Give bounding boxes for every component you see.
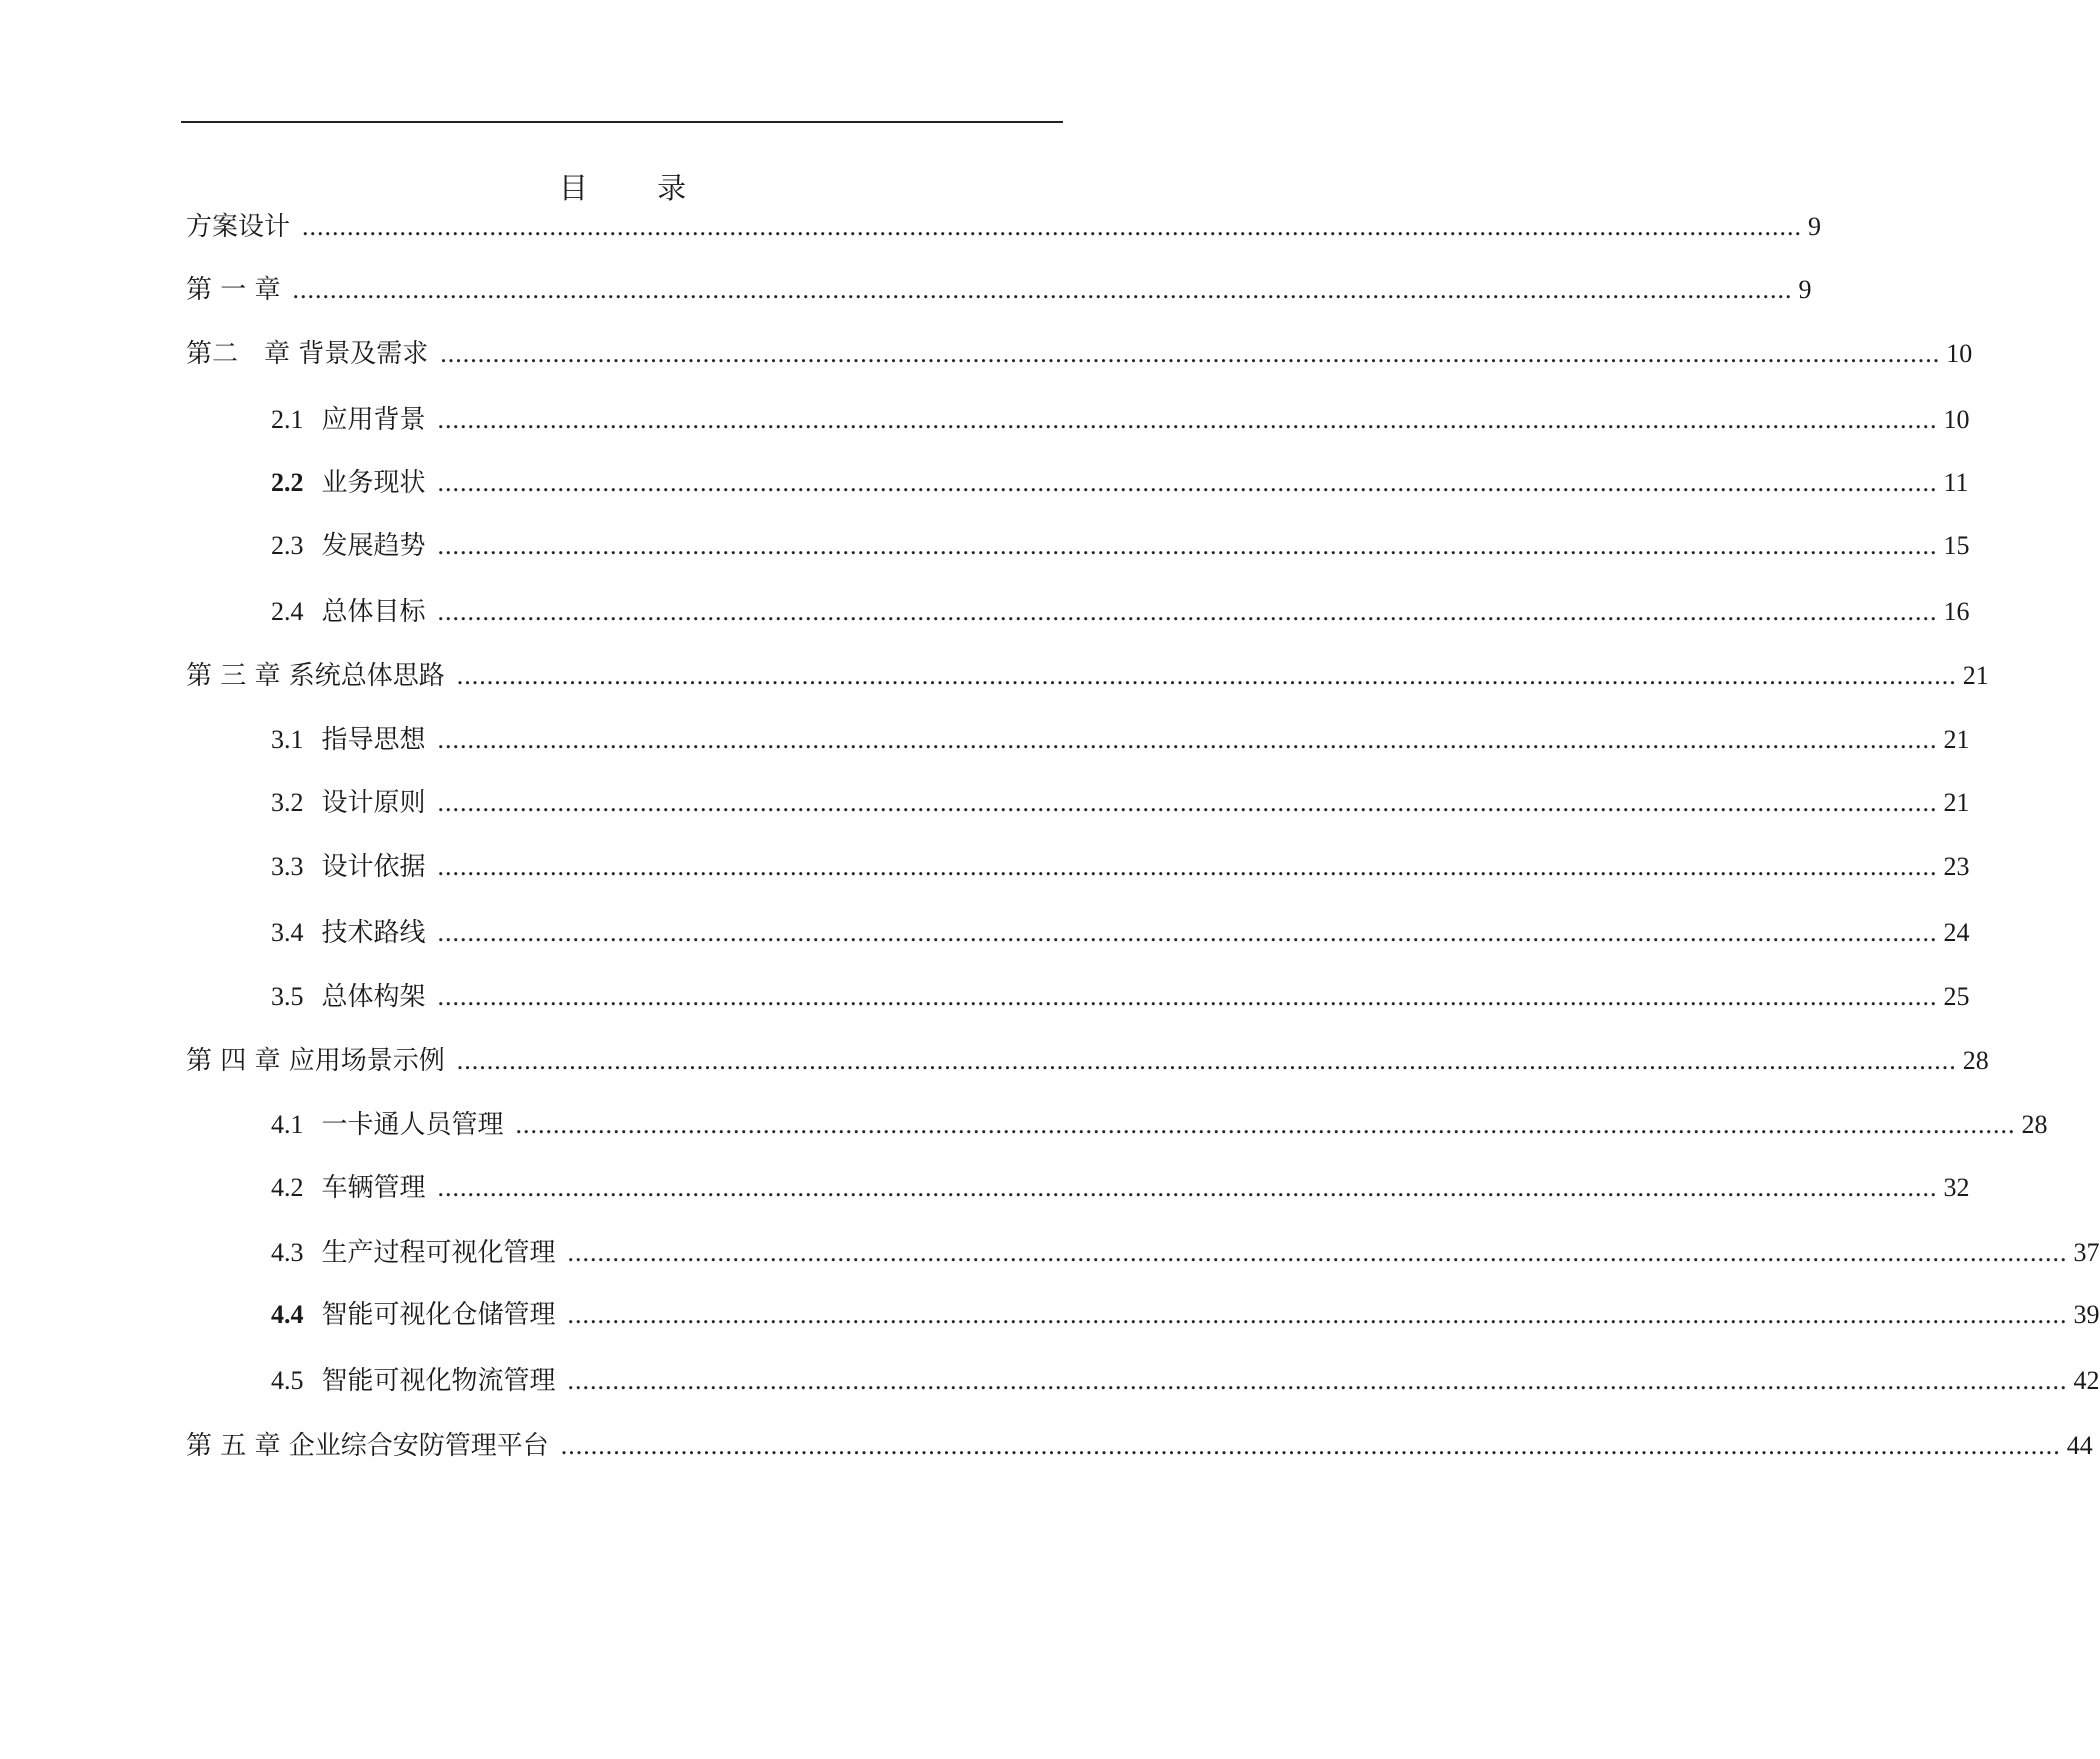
toc-page-number: 16 <box>1943 597 1970 626</box>
toc-entry-number: 3.5 <box>271 982 304 1011</box>
toc-section-entry[interactable] <box>271 592 1970 632</box>
toc-dot-leader: ........................................................................................................................................................................................................ <box>302 212 1803 241</box>
toc-page-number: 21 <box>1943 725 1970 754</box>
toc-section-entry[interactable] <box>271 400 1970 440</box>
toc-page-number: 28 <box>1962 1046 1989 1075</box>
toc-dot-leader: ........................................................................................................................................................................................................ <box>437 597 1938 626</box>
toc-entry-label: 技术路线 <box>321 918 426 948</box>
toc-entry-label: 设计原则 <box>321 788 426 818</box>
toc-entry-number: 2.2 <box>271 468 304 497</box>
toc-page-number: 44 <box>2066 1431 2093 1460</box>
toc-entry-number: 4.4 <box>271 1300 304 1329</box>
toc-dot-leader: ........................................................................................................................................................................................................ <box>437 468 1938 497</box>
toc-section-entry[interactable] <box>271 847 1970 887</box>
toc-entry-label: 第 五 章 企业综合安防管理平台 <box>186 1431 549 1461</box>
toc-page-number: 32 <box>1943 1173 1970 1202</box>
toc-page-number: 21 <box>1943 788 1970 817</box>
toc-dot-leader: ........................................................................................................................................................................................................ <box>437 1173 1938 1202</box>
toc-page-number: 9 <box>1798 275 1812 304</box>
toc-entry-number: 3.1 <box>271 725 304 754</box>
toc-dot-leader: ........................................................................................................................................................................................................ <box>437 852 1938 881</box>
toc-dot-leader: ........................................................................................................................................................................................................ <box>567 1300 2068 1329</box>
toc-chapter-entry[interactable] <box>186 207 1822 247</box>
toc-section-entry[interactable] <box>271 1168 1970 1208</box>
toc-dot-leader: ........................................................................................................................................................................................................ <box>560 1431 2061 1460</box>
toc-dot-leader: ........................................................................................................................................................................................................ <box>437 982 1938 1011</box>
toc-entry-number: 4.2 <box>271 1173 304 1202</box>
toc-entry-label: 第二 章 背景及需求 <box>186 339 429 369</box>
toc-dot-leader: ........................................................................................................................................................................................................ <box>515 1110 2016 1139</box>
toc-page-number: 42 <box>2073 1366 2100 1395</box>
toc-dot-leader: ........................................................................................................................................................................................................ <box>456 661 1957 690</box>
toc-entry-label: 第 四 章 应用场景示例 <box>186 1046 445 1076</box>
toc-dot-leader: ........................................................................................................................................................................................................ <box>437 725 1938 754</box>
toc-section-entry[interactable] <box>271 526 1970 566</box>
toc-entry-number: 4.1 <box>271 1110 304 1139</box>
toc-page-number: 25 <box>1943 982 1970 1011</box>
toc-dot-leader: ........................................................................................................................................................................................................ <box>567 1238 2068 1267</box>
toc-chapter-entry[interactable] <box>186 656 1989 696</box>
toc-dot-leader: ........................................................................................................................................................................................................ <box>437 531 1938 560</box>
toc-entry-label: 业务现状 <box>321 468 426 498</box>
toc-entry-number: 3.2 <box>271 788 304 817</box>
toc-dot-leader: ........................................................................................................................................................................................................ <box>437 918 1938 947</box>
toc-entry-label: 智能可视化物流管理 <box>321 1366 556 1396</box>
toc-entry-number: 2.1 <box>271 405 304 434</box>
toc-section-entry[interactable] <box>271 783 1970 823</box>
toc-dot-leader: ........................................................................................................................................................................................................ <box>437 788 1938 817</box>
toc-section-entry[interactable] <box>271 1233 2100 1273</box>
toc-page-number: 9 <box>1808 212 1822 241</box>
toc-chapter-entry[interactable] <box>186 1426 2093 1466</box>
toc-dot-leader: ........................................................................................................................................................................................................ <box>437 405 1938 434</box>
toc-section-entry[interactable] <box>271 720 1970 760</box>
toc-page-number: 37 <box>2073 1238 2100 1267</box>
toc-page-number: 24 <box>1943 918 1970 947</box>
toc-entry-label: 生产过程可视化管理 <box>321 1238 556 1268</box>
toc-entry-label: 一卡通人员管理 <box>321 1110 504 1140</box>
toc-entry-label: 设计依据 <box>321 852 426 882</box>
toc-entry-label: 第 三 章 系统总体思路 <box>186 661 445 691</box>
toc-entry-number: 2.4 <box>271 597 304 626</box>
toc-page-number: 10 <box>1946 339 1973 368</box>
toc-entry-label: 智能可视化仓储管理 <box>321 1300 556 1330</box>
toc-entry-label: 指导思想 <box>321 725 426 755</box>
toc-page-number: 10 <box>1943 405 1970 434</box>
toc-entry-label: 应用背景 <box>321 405 426 435</box>
toc-page-number: 21 <box>1962 661 1989 690</box>
toc-entry-label: 发展趋势 <box>321 531 426 561</box>
toc-section-entry[interactable] <box>271 913 1970 953</box>
toc-entry-label: 第 一 章 <box>186 275 281 305</box>
toc-chapter-entry[interactable] <box>186 1041 1989 1081</box>
toc-title: 目 录 <box>558 171 717 205</box>
toc-entry-label: 总体目标 <box>321 597 426 627</box>
toc-page-number: 11 <box>1943 468 1969 497</box>
toc-entry-number: 3.4 <box>271 918 304 947</box>
toc-page-number: 23 <box>1943 852 1970 881</box>
toc-dot-leader: ........................................................................................................................................................................................................ <box>292 275 1793 304</box>
toc-entry-number: 2.3 <box>271 531 304 560</box>
toc-section-entry[interactable] <box>271 1361 2100 1401</box>
toc-page-number: 28 <box>2021 1110 2048 1139</box>
toc-entry-number: 4.5 <box>271 1366 304 1395</box>
toc-entry-label: 总体构架 <box>321 982 426 1012</box>
toc-section-entry[interactable] <box>271 977 1970 1017</box>
toc-dot-leader: ........................................................................................................................................................................................................ <box>440 339 1941 368</box>
toc-chapter-entry[interactable] <box>186 334 1973 374</box>
toc-entry-number: 3.3 <box>271 852 304 881</box>
toc-section-entry[interactable] <box>271 463 1969 503</box>
toc-entry-number: 4.3 <box>271 1238 304 1267</box>
toc-chapter-entry[interactable] <box>186 270 1812 310</box>
toc-page-number: 15 <box>1943 531 1970 560</box>
toc-page-number: 39 <box>2073 1300 2100 1329</box>
toc-entry-label: 车辆管理 <box>321 1173 426 1203</box>
toc-section-entry[interactable] <box>271 1295 2100 1335</box>
toc-section-entry[interactable] <box>271 1105 2048 1145</box>
toc-entry-label: 方案设计 <box>186 212 291 242</box>
toc-dot-leader: ........................................................................................................................................................................................................ <box>456 1046 1957 1075</box>
toc-dot-leader: ........................................................................................................................................................................................................ <box>567 1366 2068 1395</box>
